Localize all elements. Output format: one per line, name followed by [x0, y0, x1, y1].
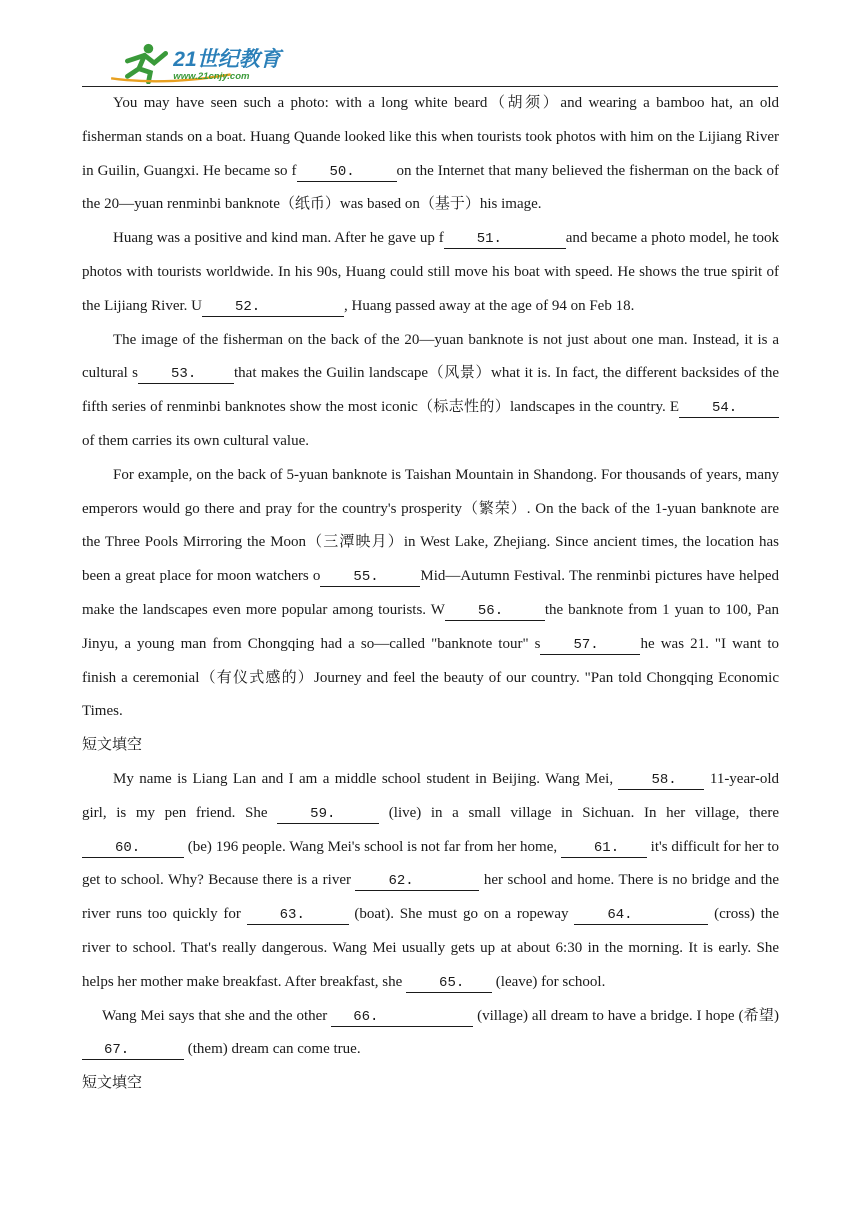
text: The image of the fisherman on the back of the 20—yuan banknote is not just about one man. Instead, it is a cultural s	[82, 331, 779, 382]
21cnjy-logo	[102, 40, 302, 84]
logo-text: 21世纪教育	[173, 47, 281, 71]
text: (leave) for school.	[492, 973, 606, 990]
text: (cross) the river to school. That's really dangerous. Wang Mei usually gets up at about 6:30 in the morning. It is early. She helps her mother make breakfast. After breakfast, she	[82, 906, 779, 990]
text: it's difficult for her to get to school. Why? Because there is a river	[82, 838, 780, 889]
document-body	[82, 87, 779, 1101]
blank-52[interactable]: 52.	[202, 298, 344, 317]
text: he was 21. "I want to finish a ceremonial（有仪式感的）Journey and feel the beauty of our country. "Pan told Chongqing Economic Times.	[82, 635, 779, 720]
blank-64[interactable]: 64.	[574, 906, 708, 925]
blank-62[interactable]: 62.	[355, 872, 479, 891]
text: Huang was a positive and kind man. After he gave up f	[113, 230, 444, 247]
text: her school and home. There is no bridge and the river runs too quickly for	[82, 872, 779, 923]
text: 11-year-old girl, is my pen friend. She	[82, 770, 779, 821]
passage1-paragraph-3	[82, 324, 779, 459]
text: and became a photo model, he took photos with tourists worldwide. In his 90s, Huang could still move his boat with speed. He shows the true spirit of the Lijiang River. U	[82, 230, 779, 314]
blank-51[interactable]: 51.	[444, 230, 566, 249]
passage1-paragraph-1	[82, 87, 779, 222]
text: , Huang passed away at the age of 94 on Feb 18.	[343, 297, 635, 314]
blank-55[interactable]: 55.	[320, 568, 420, 587]
passage2-paragraph-2	[82, 1000, 779, 1068]
text: (live) in a small village in Sichuan. In her village, there	[379, 804, 779, 821]
text: Mid—Autumn Festival. The renminbi pictures have helped make the landscapes even more popular among tourists. W	[82, 568, 779, 618]
passage2-paragraph-1	[82, 763, 779, 1000]
blank-60[interactable]: 60.	[82, 839, 184, 858]
text: My name is Liang Lan and I am a middle school student in Beijing. Wang Mei,	[113, 770, 619, 787]
blank-61[interactable]: 61.	[561, 839, 647, 858]
page-header	[82, 40, 778, 86]
text: of them carries its own cultural value.	[82, 432, 310, 449]
text: (be) 196 people. Wang Mei's school is not far from her home,	[184, 838, 561, 855]
text: (them) dream can come true.	[184, 1041, 361, 1058]
text: (village) all dream to have a bridge. I hope (希望)	[473, 1007, 779, 1024]
blank-54[interactable]: 54.	[679, 399, 779, 418]
blank-53[interactable]: 53.	[138, 365, 234, 384]
blank-67[interactable]: 67.	[82, 1041, 184, 1060]
blank-65[interactable]: 65.	[406, 974, 492, 993]
blank-63[interactable]: 63.	[247, 906, 349, 925]
text: For example, on the back of 5-yuan banknote is Taishan Mountain in Shandong. For thousands of years, many emperors would go there and pray for the country's prosperity（繁荣）. On the back of the 1-yuan banknote are the Three Pools Mirroring the Moon（三潭映月）in West Lake, Zhejiang. Since ancient times, the location has been a great place for moon watchers o	[82, 466, 779, 585]
text: that makes the Guilin landscape（风景）what it is. In fact, the different backsides of the fifth series of renminbi banknotes show the most iconic（标志性的）landscapes in the country. E	[82, 365, 780, 416]
logo-subtext: www.21cnjy.com	[173, 71, 250, 83]
text: on the Internet that many believed the fisherman on the back of the 20—yuan renminbi banknote（纸币）was based on（基于）his image.	[82, 162, 780, 213]
blank-56[interactable]: 56.	[445, 602, 545, 621]
text: (boat). She must go on a ropeway	[348, 906, 575, 923]
blank-50[interactable]: 50.	[297, 163, 397, 182]
blank-57[interactable]: 57.	[540, 636, 640, 655]
section-title: 短文填空	[82, 1075, 143, 1092]
text: You may have seen such a photo: with a long white beard（胡须）and wearing a bamboo hat, an old fisherman stands on a boat. Huang Quande looked like this when tourists took photos with him on the Lijiang River in Guilin, Guangxi. He became so f	[82, 95, 779, 179]
passage1-paragraph-4	[82, 459, 779, 729]
blank-66[interactable]: 66.	[331, 1008, 473, 1027]
passage1-paragraph-2	[82, 222, 779, 323]
text: the banknote from 1 yuan to 100, Pan Jinyu, a young man from Chongqing had a so—called "banknote tour" s	[82, 601, 780, 652]
blank-58[interactable]: 58.	[618, 771, 704, 790]
text: Wang Mei says that she and the other	[102, 1007, 332, 1024]
section-title: 短文填空	[82, 737, 143, 754]
blank-59[interactable]: 59.	[277, 805, 379, 824]
